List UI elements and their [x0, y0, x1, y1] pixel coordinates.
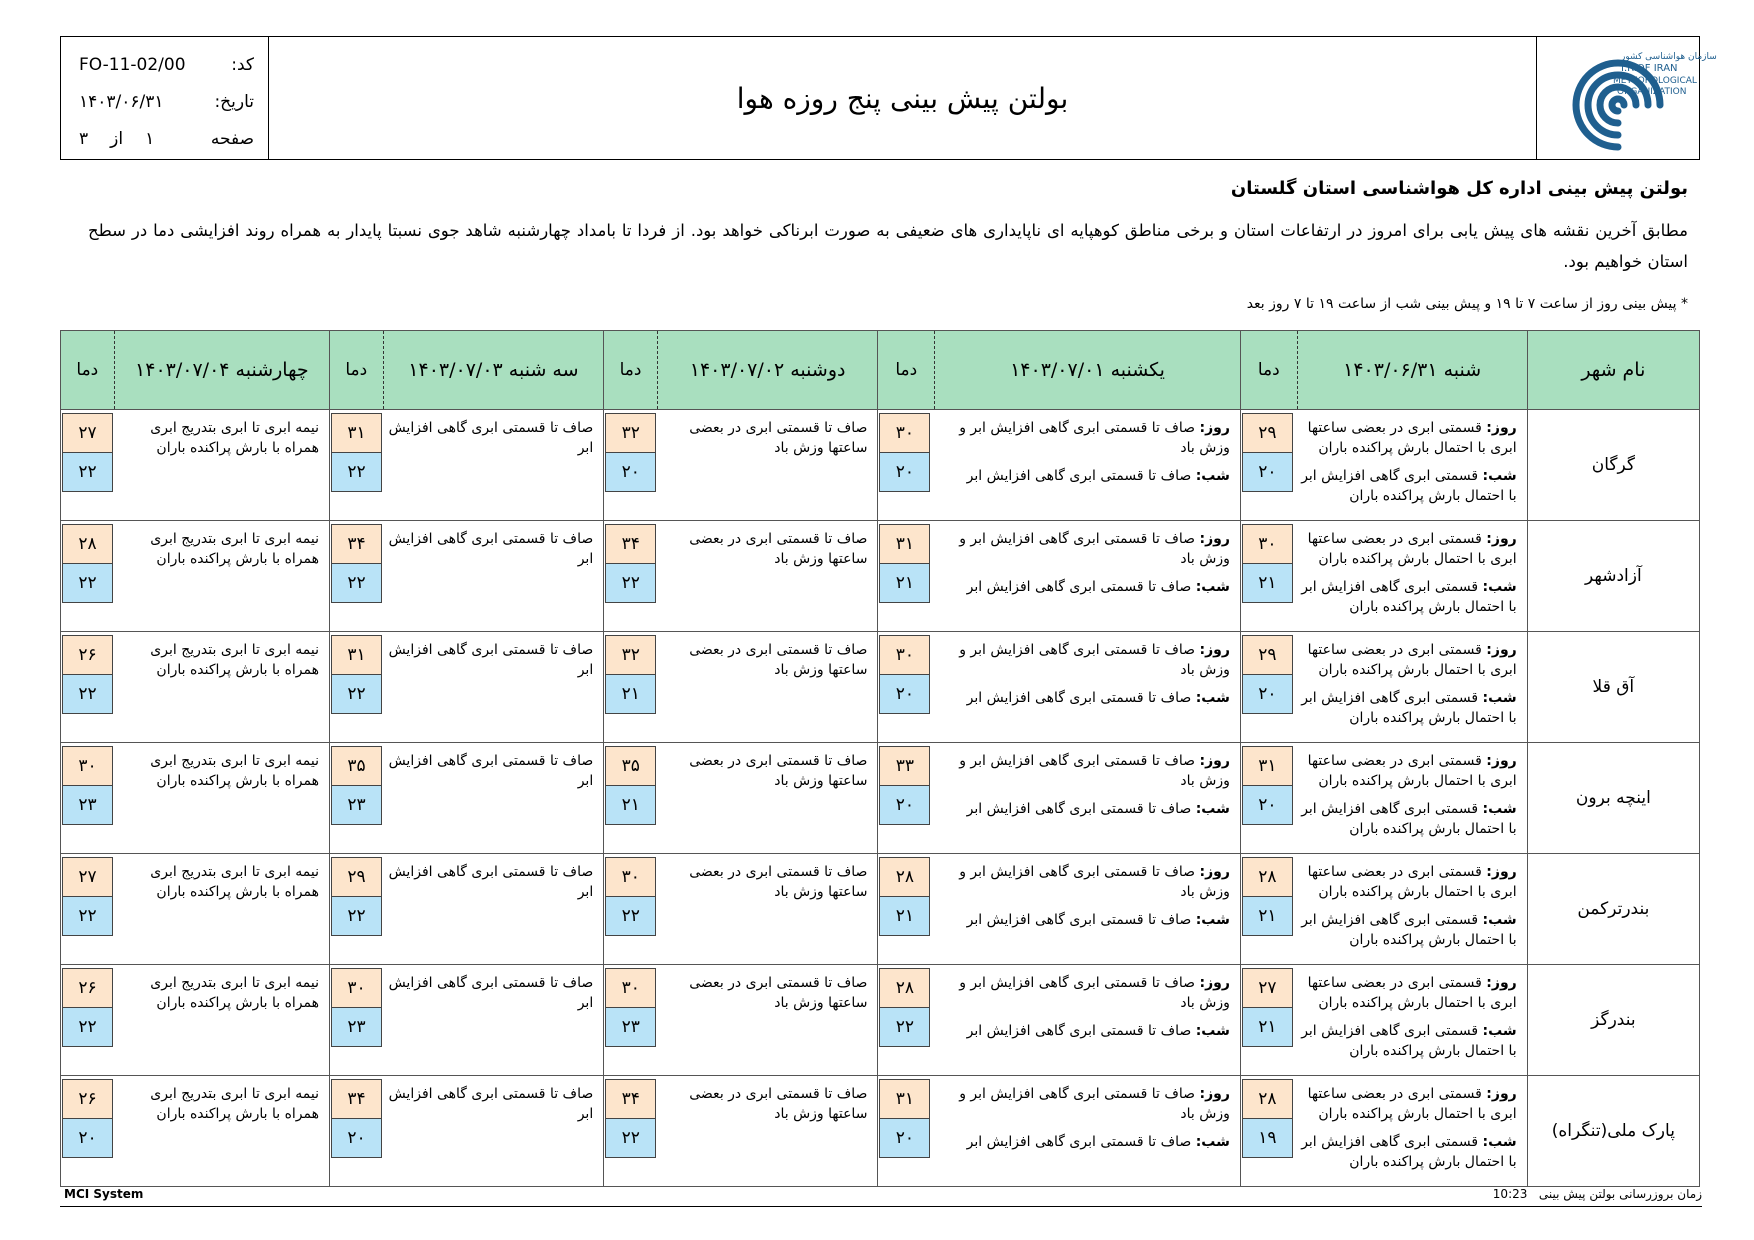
temperature-cell: [330, 854, 384, 965]
min-temp: ۲۱: [1242, 1008, 1293, 1047]
temperature-cell: [604, 521, 658, 632]
temperature-cell: [330, 632, 384, 743]
forecast-condition: [114, 410, 329, 521]
city-name: پارک ملی(تنگراه): [1527, 1076, 1699, 1187]
forecast-condition: [383, 632, 604, 743]
min-temp: ۲۳: [331, 786, 382, 825]
min-temp: ۲۰: [879, 786, 930, 825]
condition-text: صاف تا قسمتی ابری گاهی افزایش ابر: [388, 864, 594, 900]
max-temp: ۳۱: [1242, 746, 1293, 786]
forecast-condition: [935, 521, 1241, 632]
forecast-condition: [1297, 521, 1527, 632]
day-condition: صاف تا قسمتی ابری گاهی افزایش ابر و وزش باد: [959, 642, 1230, 678]
forecast-condition: [114, 965, 329, 1076]
min-temp: ۲۱: [1242, 564, 1293, 603]
night-label: شب:: [1195, 1023, 1230, 1039]
logo-text-3: ORGANIZATION: [1617, 87, 1687, 97]
table-row: [61, 1076, 1700, 1187]
table-row: [61, 632, 1700, 743]
max-temp: ۳۴: [605, 524, 656, 564]
forecast-condition: [1297, 743, 1527, 854]
day-label: روز:: [1486, 864, 1517, 880]
temperature-cell: [604, 965, 658, 1076]
max-temp: ۳۰: [879, 635, 930, 675]
city-name: اینچه برون: [1527, 743, 1699, 854]
day-label: روز:: [1486, 1086, 1517, 1102]
forecast-condition: [657, 743, 878, 854]
night-condition: صاف تا قسمتی ابری گاهی افزایش ابر: [966, 468, 1192, 484]
min-temp: ۲۱: [879, 897, 930, 936]
day-header-2: یکشنبه ۱۴۰۳/۰۷/۰۱: [935, 331, 1241, 410]
min-temp: ۲۰: [879, 453, 930, 492]
temperature-cell: [604, 854, 658, 965]
forecast-condition: [935, 965, 1241, 1076]
temperature-cell: [330, 521, 384, 632]
day-label: روز:: [1486, 420, 1517, 436]
condition-text: صاف تا قسمتی ابری در بعضی ساعتها وزش باد: [689, 975, 868, 1011]
day-label: روز:: [1199, 531, 1230, 547]
temperature-cell: [61, 410, 115, 521]
temperature-cell: [1240, 1076, 1297, 1187]
temperature-cell: [1240, 410, 1297, 521]
footer-time: 10:23: [1492, 1187, 1528, 1201]
condition-text: صاف تا قسمتی ابری در بعضی ساعتها وزش باد: [689, 864, 868, 900]
forecast-description: مطابق آخرین نقشه های پیش یابی برای امروز در ارتفاعات استان و برخی مناطق کوهپایه ای ناپایداری های ضعیفی به صورت ابرناکی خواهد بود. از فردا تا بامداد چهارشنبه شاهد جوی نسبتا پایدار به همراه روند افزایشی دما در سطح استان خواهیم بود.: [88, 221, 1688, 271]
min-temp: ۲۰: [331, 1119, 382, 1158]
forecast-rows: [61, 410, 1700, 1187]
forecast-condition: [383, 965, 604, 1076]
max-temp: ۲۹: [331, 857, 382, 897]
spiral-logo-icon: [1543, 43, 1717, 153]
forecast-condition: [935, 632, 1241, 743]
max-temp: ۳۰: [62, 746, 113, 786]
condition-text: صاف تا قسمتی ابری گاهی افزایش ابر: [388, 420, 594, 456]
day-label: روز:: [1199, 642, 1230, 658]
page-total: ۳: [79, 129, 89, 149]
min-temp: ۲۲: [62, 564, 113, 603]
condition-text: صاف تا قسمتی ابری گاهی افزایش ابر: [388, 642, 594, 678]
table-header-row: [61, 331, 1700, 410]
temperature-cell: [878, 521, 935, 632]
max-temp: ۳۱: [879, 524, 930, 564]
page-title: بولتن پیش بینی پنج روزه هوا: [736, 81, 1069, 115]
day-label: روز:: [1199, 975, 1230, 991]
day-condition: صاف تا قسمتی ابری گاهی افزایش ابر و وزش باد: [959, 864, 1230, 900]
forecast-condition: [114, 521, 329, 632]
page-label: صفحه: [210, 129, 254, 149]
forecast-condition: [114, 632, 329, 743]
temp-header-5: دما: [61, 331, 115, 410]
max-temp: ۳۱: [331, 413, 382, 453]
day-header-4: سه شنبه ۱۴۰۳/۰۷/۰۳: [383, 331, 604, 410]
page-of: از: [110, 129, 124, 149]
temp-header-2: دما: [878, 331, 935, 410]
city-name: گرگان: [1527, 410, 1699, 521]
temperature-cell: [878, 965, 935, 1076]
night-condition: صاف تا قسمتی ابری گاهی افزایش ابر: [966, 1023, 1192, 1039]
logo-text-fa: سازمان هواشناسی کشور: [1621, 52, 1717, 62]
condition-text: صاف تا قسمتی ابری در بعضی ساعتها وزش باد: [689, 1086, 868, 1122]
night-label: شب:: [1482, 468, 1517, 484]
max-temp: ۳۲: [605, 413, 656, 453]
forecast-condition: [935, 854, 1241, 965]
forecast-condition: [657, 1076, 878, 1187]
forecast-condition: [114, 1076, 329, 1187]
temp-header-3: دما: [604, 331, 658, 410]
max-temp: ۳۴: [331, 1079, 382, 1119]
date-value: ۱۴۰۳/۰۶/۳۱: [79, 92, 164, 112]
page-footer: [60, 1187, 1702, 1207]
min-temp: ۲۰: [1242, 453, 1293, 492]
min-temp: ۲۱: [879, 564, 930, 603]
day-label: روز:: [1199, 1086, 1230, 1102]
condition-text: نیمه ابری تا ابری بتدریج ابری همراه با بارش پراکنده باران: [150, 975, 320, 1011]
forecast-note: * پیش بینی روز از ساعت ۷ تا ۱۹ و پیش بینی شب از ساعت ۱۹ تا ۷ روز بعد: [1246, 296, 1688, 312]
temp-header-1: دما: [1240, 331, 1297, 410]
max-temp: ۲۸: [879, 857, 930, 897]
min-temp: ۲۲: [879, 1008, 930, 1047]
min-temp: ۲۲: [62, 897, 113, 936]
night-label: شب:: [1195, 801, 1230, 817]
min-temp: ۲۰: [605, 453, 656, 492]
night-condition: قسمتی ابری گاهی افزایش ابر با احتمال بارش پراکنده باران: [1301, 912, 1517, 948]
temperature-cell: [878, 410, 935, 521]
forecast-condition: [383, 410, 604, 521]
condition-text: صاف تا قسمتی ابری در بعضی ساعتها وزش باد: [689, 753, 868, 789]
day-header-1: شنبه ۱۴۰۳/۰۶/۳۱: [1297, 331, 1527, 410]
max-temp: ۳۰: [1242, 524, 1293, 564]
condition-text: نیمه ابری تا ابری بتدریج ابری همراه با بارش پراکنده باران: [150, 864, 320, 900]
max-temp: ۲۶: [62, 635, 113, 675]
code-value: FO-11-02/00: [79, 55, 186, 75]
temperature-cell: [604, 1076, 658, 1187]
min-temp: ۲۲: [331, 897, 382, 936]
min-temp: ۲۲: [62, 453, 113, 492]
temperature-cell: [330, 1076, 384, 1187]
document-meta: [61, 37, 269, 159]
max-temp: ۲۹: [1242, 635, 1293, 675]
condition-text: صاف تا قسمتی ابری گاهی افزایش ابر: [388, 753, 594, 789]
day-condition: قسمتی ابری در بعضی ساعتها ابری با احتمال بارش پراکنده باران: [1307, 531, 1517, 567]
day-condition: قسمتی ابری در بعضی ساعتها ابری با احتمال بارش پراکنده باران: [1307, 642, 1517, 678]
max-temp: ۳۴: [605, 1079, 656, 1119]
night-condition: قسمتی ابری گاهی افزایش ابر با احتمال بارش پراکنده باران: [1301, 1134, 1517, 1170]
night-condition: صاف تا قسمتی ابری گاهی افزایش ابر: [966, 690, 1192, 706]
day-condition: صاف تا قسمتی ابری گاهی افزایش ابر و وزش باد: [959, 975, 1230, 1011]
condition-text: نیمه ابری تا ابری بتدریج ابری همراه با بارش پراکنده باران: [150, 420, 320, 456]
max-temp: ۳۲: [605, 635, 656, 675]
day-label: روز:: [1486, 531, 1517, 547]
temperature-cell: [61, 743, 115, 854]
condition-text: نیمه ابری تا ابری بتدریج ابری همراه با بارش پراکنده باران: [150, 642, 320, 678]
min-temp: ۲۲: [605, 1119, 656, 1158]
forecast-condition: [657, 854, 878, 965]
max-temp: ۳۳: [879, 746, 930, 786]
min-temp: ۲۰: [879, 675, 930, 714]
min-temp: ۲۰: [62, 1119, 113, 1158]
meteorological-organization-logo: [1536, 37, 1717, 159]
forecast-condition: [1297, 1076, 1527, 1187]
temperature-cell: [330, 965, 384, 1076]
max-temp: ۳۵: [605, 746, 656, 786]
night-label: شب:: [1482, 1023, 1517, 1039]
forecast-condition: [114, 854, 329, 965]
forecast-condition: [383, 521, 604, 632]
night-label: شب:: [1195, 579, 1230, 595]
max-temp: ۲۷: [62, 857, 113, 897]
night-label: شب:: [1482, 690, 1517, 706]
table-row: [61, 743, 1700, 854]
min-temp: ۲۳: [331, 1008, 382, 1047]
temperature-cell: [330, 410, 384, 521]
day-header-3: دوشنبه ۱۴۰۳/۰۷/۰۲: [657, 331, 878, 410]
footer-system: MCI System: [64, 1187, 144, 1201]
min-temp: ۱۹: [1242, 1119, 1293, 1158]
condition-text: صاف تا قسمتی ابری گاهی افزایش ابر: [388, 531, 594, 567]
date-label: تاریخ:: [214, 92, 254, 112]
temperature-cell: [1240, 854, 1297, 965]
max-temp: ۲۸: [62, 524, 113, 564]
min-temp: ۲۰: [879, 1119, 930, 1158]
temperature-cell: [61, 965, 115, 1076]
night-label: شب:: [1482, 801, 1517, 817]
forecast-condition: [383, 1076, 604, 1187]
bulletin-subtitle: بولتن پیش بینی اداره کل هواشناسی استان گلستان: [1230, 178, 1688, 199]
night-label: شب:: [1482, 1134, 1517, 1150]
temperature-cell: [1240, 632, 1297, 743]
night-condition: قسمتی ابری گاهی افزایش ابر با احتمال بارش پراکنده باران: [1301, 801, 1517, 837]
logo-text-1: I.R.OF IRAN: [1621, 63, 1678, 74]
night-label: شب:: [1195, 468, 1230, 484]
condition-text: صاف تا قسمتی ابری در بعضی ساعتها وزش باد: [689, 420, 868, 456]
max-temp: ۲۷: [1242, 968, 1293, 1008]
temperature-cell: [878, 743, 935, 854]
city-name: بندرترکمن: [1527, 854, 1699, 965]
temperature-cell: [1240, 965, 1297, 1076]
temperature-cell: [1240, 521, 1297, 632]
condition-text: نیمه ابری تا ابری بتدریج ابری همراه با بارش پراکنده باران: [150, 1086, 320, 1122]
code-label: کد:: [231, 55, 254, 75]
night-condition: قسمتی ابری گاهی افزایش ابر با احتمال بارش پراکنده باران: [1301, 468, 1517, 504]
night-condition: قسمتی ابری گاهی افزایش ابر با احتمال بارش پراکنده باران: [1301, 1023, 1517, 1059]
temperature-cell: [878, 854, 935, 965]
night-condition: صاف تا قسمتی ابری گاهی افزایش ابر: [966, 801, 1192, 817]
max-temp: ۳۰: [605, 968, 656, 1008]
condition-text: نیمه ابری تا ابری بتدریج ابری همراه با بارش پراکنده باران: [150, 531, 320, 567]
temperature-cell: [1240, 743, 1297, 854]
temperature-cell: [604, 743, 658, 854]
forecast-condition: [1297, 632, 1527, 743]
max-temp: ۳۰: [331, 968, 382, 1008]
footer-update-time: [1493, 1187, 1702, 1201]
table-row: [61, 965, 1700, 1076]
min-temp: ۲۲: [331, 564, 382, 603]
min-temp: ۲۲: [331, 675, 382, 714]
max-temp: ۳۱: [331, 635, 382, 675]
day-condition: صاف تا قسمتی ابری گاهی افزایش ابر و وزش باد: [959, 753, 1230, 789]
temperature-cell: [61, 854, 115, 965]
temperature-cell: [61, 632, 115, 743]
max-temp: ۲۸: [1242, 1079, 1293, 1119]
day-label: روز:: [1486, 642, 1517, 658]
forecast-condition: [935, 410, 1241, 521]
max-temp: ۳۱: [879, 1079, 930, 1119]
night-condition: صاف تا قسمتی ابری گاهی افزایش ابر: [966, 1134, 1192, 1150]
night-label: شب:: [1482, 912, 1517, 928]
footer-update-label: زمان بروزرسانی بولتن پیش بینی: [1538, 1187, 1702, 1201]
min-temp: ۲۱: [605, 675, 656, 714]
max-temp: ۲۷: [62, 413, 113, 453]
forecast-condition: [1297, 965, 1527, 1076]
night-label: شب:: [1195, 1134, 1230, 1150]
day-condition: صاف تا قسمتی ابری گاهی افزایش ابر و وزش باد: [959, 531, 1230, 567]
night-condition: قسمتی ابری گاهی افزایش ابر با احتمال بارش پراکنده باران: [1301, 690, 1517, 726]
min-temp: ۲۲: [331, 453, 382, 492]
forecast-condition: [935, 1076, 1241, 1187]
day-condition: قسمتی ابری در بعضی ساعتها ابری با احتمال بارش پراکنده باران: [1307, 975, 1517, 1011]
forecast-condition: [657, 410, 878, 521]
night-label: شب:: [1195, 912, 1230, 928]
min-temp: ۲۲: [62, 1008, 113, 1047]
day-label: روز:: [1486, 975, 1517, 991]
day-condition: صاف تا قسمتی ابری گاهی افزایش ابر و وزش باد: [959, 1086, 1230, 1122]
condition-text: صاف تا قسمتی ابری گاهی افزایش ابر: [388, 975, 594, 1011]
city-name: بندرگز: [1527, 965, 1699, 1076]
forecast-condition: [657, 632, 878, 743]
day-condition: صاف تا قسمتی ابری گاهی افزایش ابر و وزش باد: [959, 420, 1230, 456]
city-name: آزادشهر: [1527, 521, 1699, 632]
bulletin-header: [60, 36, 1717, 160]
table-row: [61, 854, 1700, 965]
day-condition: قسمتی ابری در بعضی ساعتها ابری با احتمال بارش پراکنده باران: [1307, 1086, 1517, 1122]
temperature-cell: [604, 410, 658, 521]
min-temp: ۲۳: [62, 786, 113, 825]
min-temp: ۲۲: [605, 897, 656, 936]
night-condition: صاف تا قسمتی ابری گاهی افزایش ابر: [966, 579, 1192, 595]
max-temp: ۲۶: [62, 1079, 113, 1119]
day-label: روز:: [1199, 864, 1230, 880]
min-temp: ۲۲: [605, 564, 656, 603]
condition-text: صاف تا قسمتی ابری در بعضی ساعتها وزش باد: [689, 531, 868, 567]
min-temp: ۲۲: [62, 675, 113, 714]
forecast-table: [60, 330, 1700, 1187]
forecast-condition: [383, 743, 604, 854]
night-label: شب:: [1195, 690, 1230, 706]
forecast-condition: [114, 743, 329, 854]
max-temp: ۳۵: [331, 746, 382, 786]
day-label: روز:: [1486, 753, 1517, 769]
table-row: [61, 521, 1700, 632]
min-temp: ۲۱: [1242, 897, 1293, 936]
day-header-5: چهارشنبه ۱۴۰۳/۰۷/۰۴: [114, 331, 329, 410]
max-temp: ۲۸: [879, 968, 930, 1008]
page-number: ۱: [145, 129, 155, 149]
min-temp: ۲۰: [1242, 675, 1293, 714]
forecast-condition: [1297, 410, 1527, 521]
max-temp: ۳۴: [331, 524, 382, 564]
temperature-cell: [330, 743, 384, 854]
night-condition: قسمتی ابری گاهی افزایش ابر با احتمال بارش پراکنده باران: [1301, 579, 1517, 615]
max-temp: ۳۰: [605, 857, 656, 897]
forecast-condition: [657, 521, 878, 632]
min-temp: ۲۳: [605, 1008, 656, 1047]
temp-header-4: دما: [330, 331, 384, 410]
temperature-cell: [61, 521, 115, 632]
condition-text: صاف تا قسمتی ابری گاهی افزایش ابر: [388, 1086, 594, 1122]
temperature-cell: [61, 1076, 115, 1187]
day-label: روز:: [1199, 753, 1230, 769]
temperature-cell: [878, 1076, 935, 1187]
night-label: شب:: [1482, 579, 1517, 595]
temperature-cell: [604, 632, 658, 743]
day-condition: قسمتی ابری در بعضی ساعتها ابری با احتمال بارش پراکنده باران: [1307, 753, 1517, 789]
night-condition: صاف تا قسمتی ابری گاهی افزایش ابر: [966, 912, 1192, 928]
table-row: [61, 410, 1700, 521]
max-temp: ۲۹: [1242, 413, 1293, 453]
day-condition: قسمتی ابری در بعضی ساعتها ابری با احتمال بارش پراکنده باران: [1307, 420, 1517, 456]
city-column-header: نام شهر: [1527, 331, 1699, 410]
max-temp: ۲۸: [1242, 857, 1293, 897]
day-condition: قسمتی ابری در بعضی ساعتها ابری با احتمال بارش پراکنده باران: [1307, 864, 1517, 900]
max-temp: ۳۰: [879, 413, 930, 453]
forecast-condition: [657, 965, 878, 1076]
min-temp: ۲۱: [605, 786, 656, 825]
min-temp: ۲۰: [1242, 786, 1293, 825]
temperature-cell: [878, 632, 935, 743]
day-label: روز:: [1199, 420, 1230, 436]
logo-text-2: METEOROLOGICAL: [1613, 76, 1697, 86]
condition-text: نیمه ابری تا ابری بتدریج ابری همراه با بارش پراکنده باران: [150, 753, 320, 789]
max-temp: ۲۶: [62, 968, 113, 1008]
forecast-condition: [383, 854, 604, 965]
city-name: آق قلا: [1527, 632, 1699, 743]
forecast-condition: [1297, 854, 1527, 965]
forecast-condition: [935, 743, 1241, 854]
condition-text: صاف تا قسمتی ابری در بعضی ساعتها وزش باد: [689, 642, 868, 678]
